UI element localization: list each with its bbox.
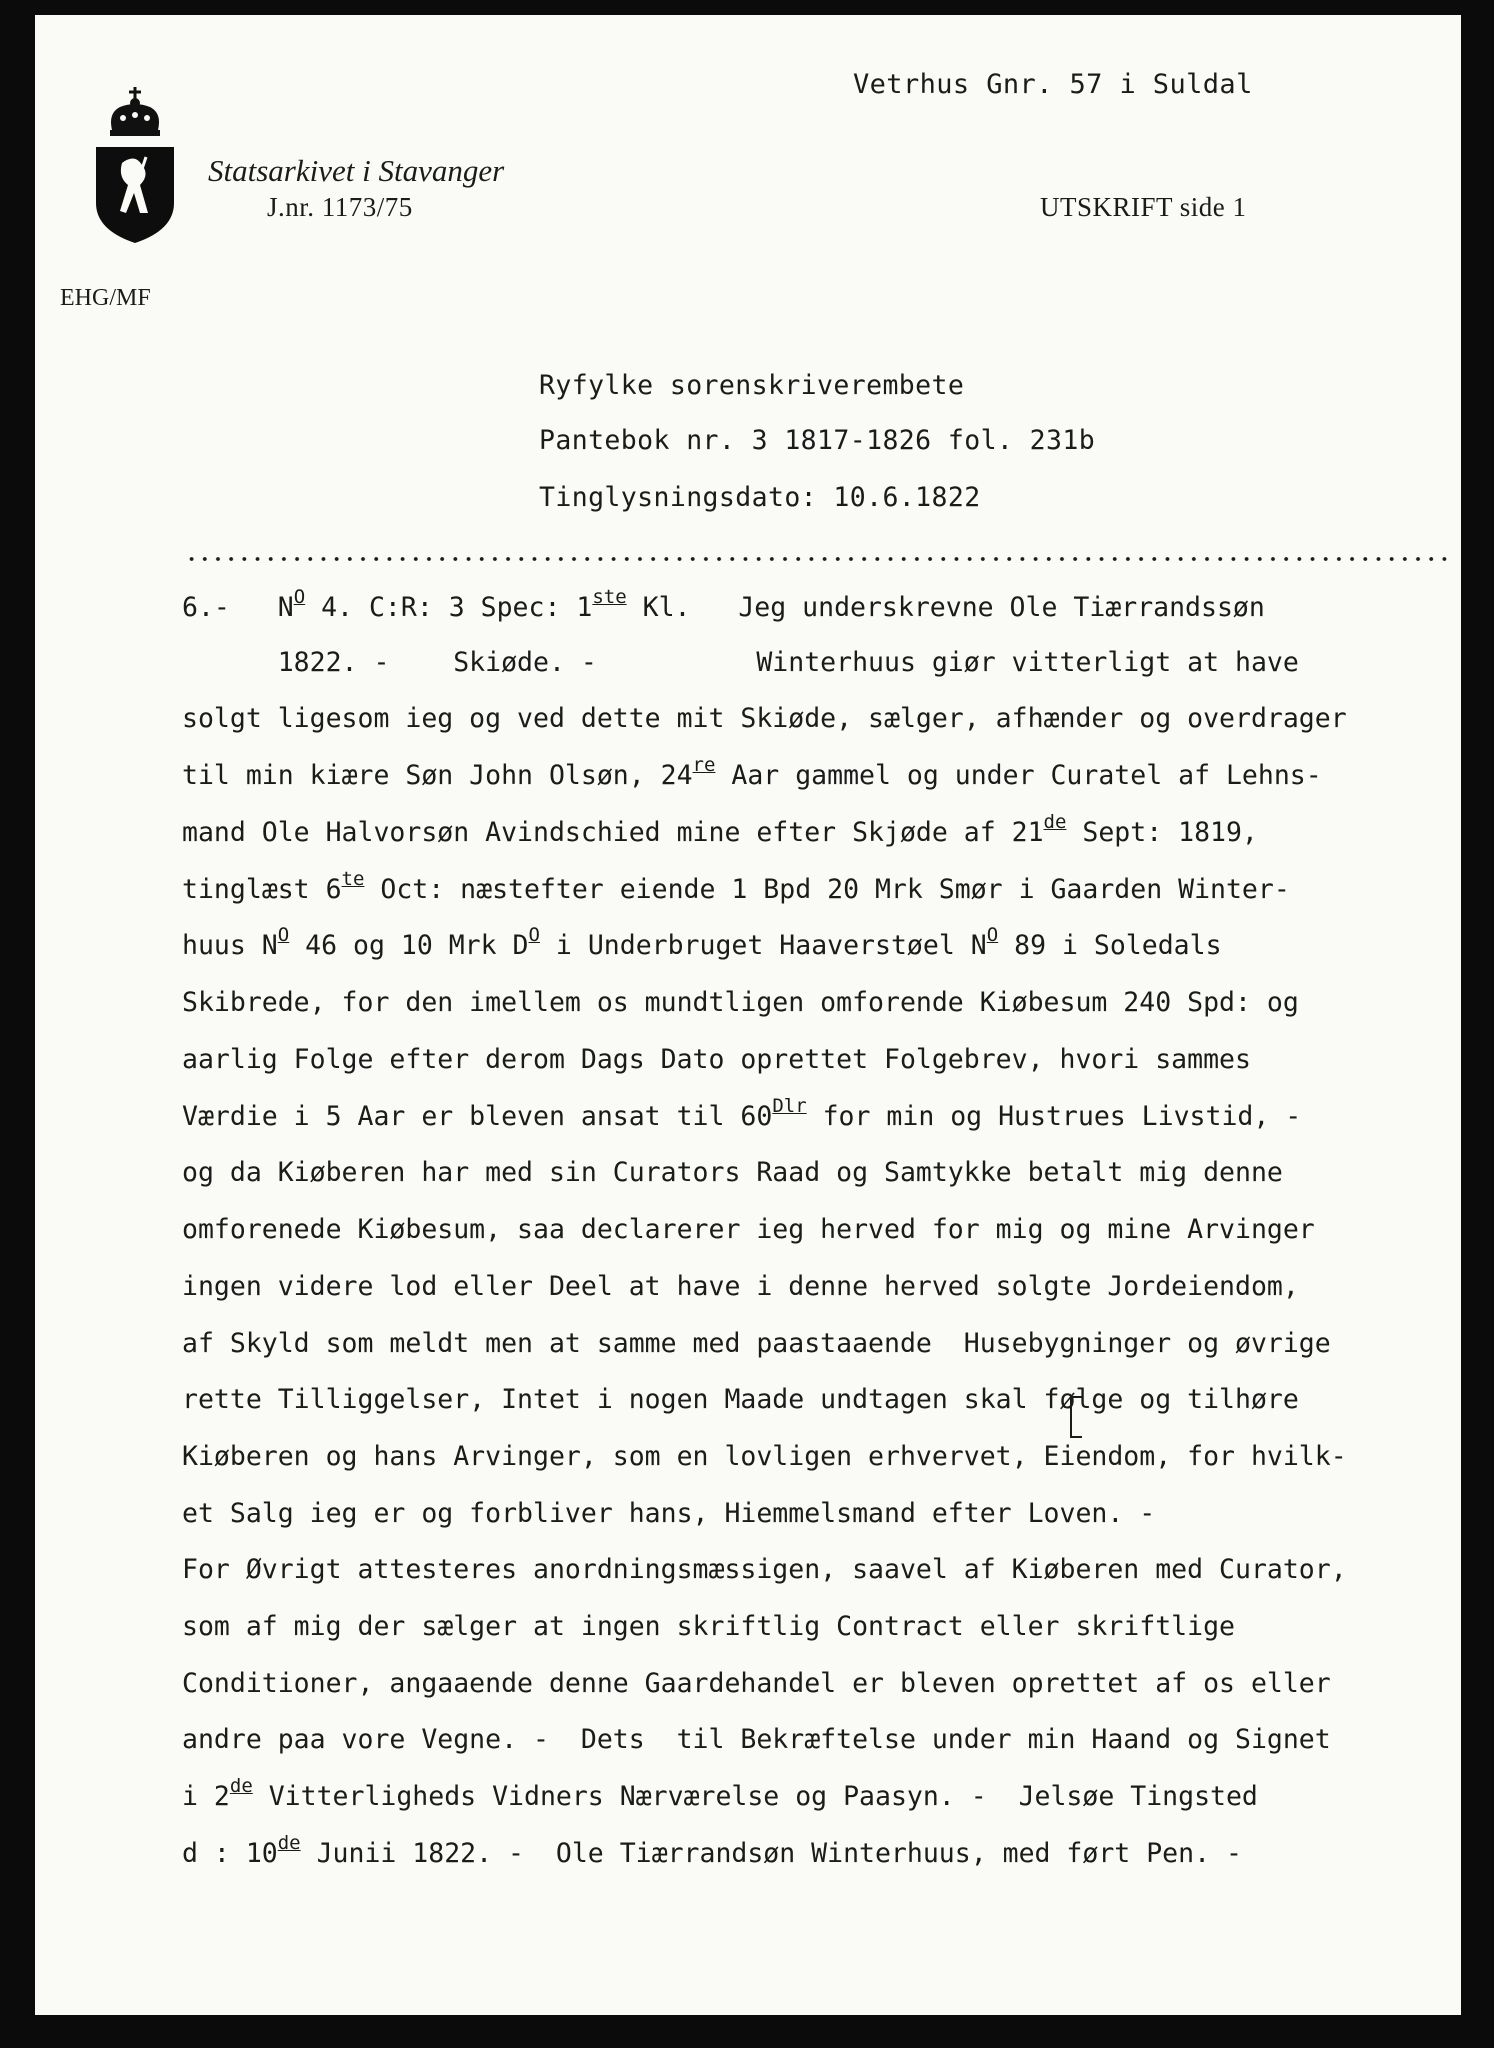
document-page (35, 15, 1461, 2015)
entry-line: 6.- $N^O$ 4. C:R: 3 Spec: 1ste Kl. Jeg underskrevne Ole Tiærrandssøn (182, 586, 1265, 623)
entry-line: mand Ole Halvorsøn Avindschied mine efter Skjøde af 21de Sept: 1819, (182, 811, 1258, 848)
book-reference: Pantebok nr. 3 1817-1826 fol. 231b (539, 425, 1096, 456)
entry-line: For Øvrigt attesteres anordningsmæssigen, saavel af Kiøberen med Curator, (182, 1554, 1347, 1585)
entry-line: som af mig der sælger at ingen skriftlig Contract eller skriftlige (182, 1611, 1235, 1642)
farm-reference: Vetrhus Gnr. 57 i Suldal (853, 69, 1253, 100)
entry-line: og da Kiøberen har med sin Curators Raad og Samtykke betalt mig denne (182, 1157, 1283, 1188)
entry-line: rette Tilliggelser, Intet i nogen Maade undtagen skal følge og tilhøre (182, 1384, 1299, 1415)
initials: EHG/MF (60, 285, 151, 311)
entry-line: et Salg ieg er og forbliver hans, Hiemmelsmand efter Loven. - (182, 1498, 1156, 1529)
entry-line: til min kiære Søn John Olsøn, 24re Aar gammel og under Curatel af Lehns- (182, 754, 1322, 791)
entry-line: aarlig Folge efter derom Dags Dato oprettet Folgebrev, hvori sammes (182, 1044, 1251, 1075)
office-name: Ryfylke sorenskriverembete (539, 370, 965, 401)
entry-line: Skibrede, for den imellem os mundtligen omforende Kiøbesum 240 Spd: og (182, 987, 1299, 1018)
registration-date: Tinglysningsdato: 10.6.1822 (539, 482, 981, 513)
archive-name: Statsarkivet i Stavanger (208, 153, 505, 188)
journal-number: J.nr. 1173/75 (267, 192, 413, 222)
entry-line: andre paa vore Vegne. - Dets til Bekræftelse under min Haand og Signet (182, 1724, 1331, 1755)
entry-line: ingen videre lod eller Deel at have i denne herved solgte Jordeiendom, (182, 1271, 1299, 1302)
entry-line: tinglæst $6^{te}$ Oct: næstefter eiende 1 Bpd 20 Mrk Smør i Gaarden Winter- (182, 868, 1290, 905)
entry-line: 1822. - Skiøde. - Winterhuus giør vitterligt at have (182, 647, 1299, 678)
entry-line: i 2de Vitterligheds Vidners Nærværelse og Paasyn. - Jelsøe Tingsted (182, 1775, 1258, 1812)
entry-line: huus $N^O$ 46 og 10 Mrk $D^O$ i Underbruget Haaverstøel $N^O$ 89 i Soledals (182, 924, 1222, 961)
page-label: UTSKRIFT side 1 (1040, 192, 1247, 222)
entry-line: Kiøberen og hans Arvinger, som en lovligen erhvervet, Eiendom, for hvilk- (182, 1441, 1347, 1472)
entry-line: af Skyld som meldt men at samme med paastaaende Husebygninger og øvrige (182, 1328, 1331, 1359)
entry-line: omforenede Kiøbesum, saa declarerer ieg herved for mig og mine Arvinger (182, 1214, 1315, 1245)
entry-line: solgt ligesom ieg og ved dette mit Skiøde, sælger, afhænder og overdrager (182, 703, 1347, 734)
coat-of-arms-icon (90, 85, 180, 245)
dotted-separator (185, 553, 1450, 565)
entry-line: Værdie i 5 Aar er bleven ansat til $60^{Dlr}$ for min og Hustrues Livstid, - (182, 1095, 1302, 1132)
entry-line: d : 10de Junii 1822. - Ole Tiærrandsøn Winterhuus, med ført Pen. - (182, 1832, 1242, 1869)
insertion-bracket (1070, 1396, 1082, 1438)
entry-line: Conditioner, angaaende denne Gaardehandel er bleven oprettet af os eller (182, 1668, 1331, 1699)
